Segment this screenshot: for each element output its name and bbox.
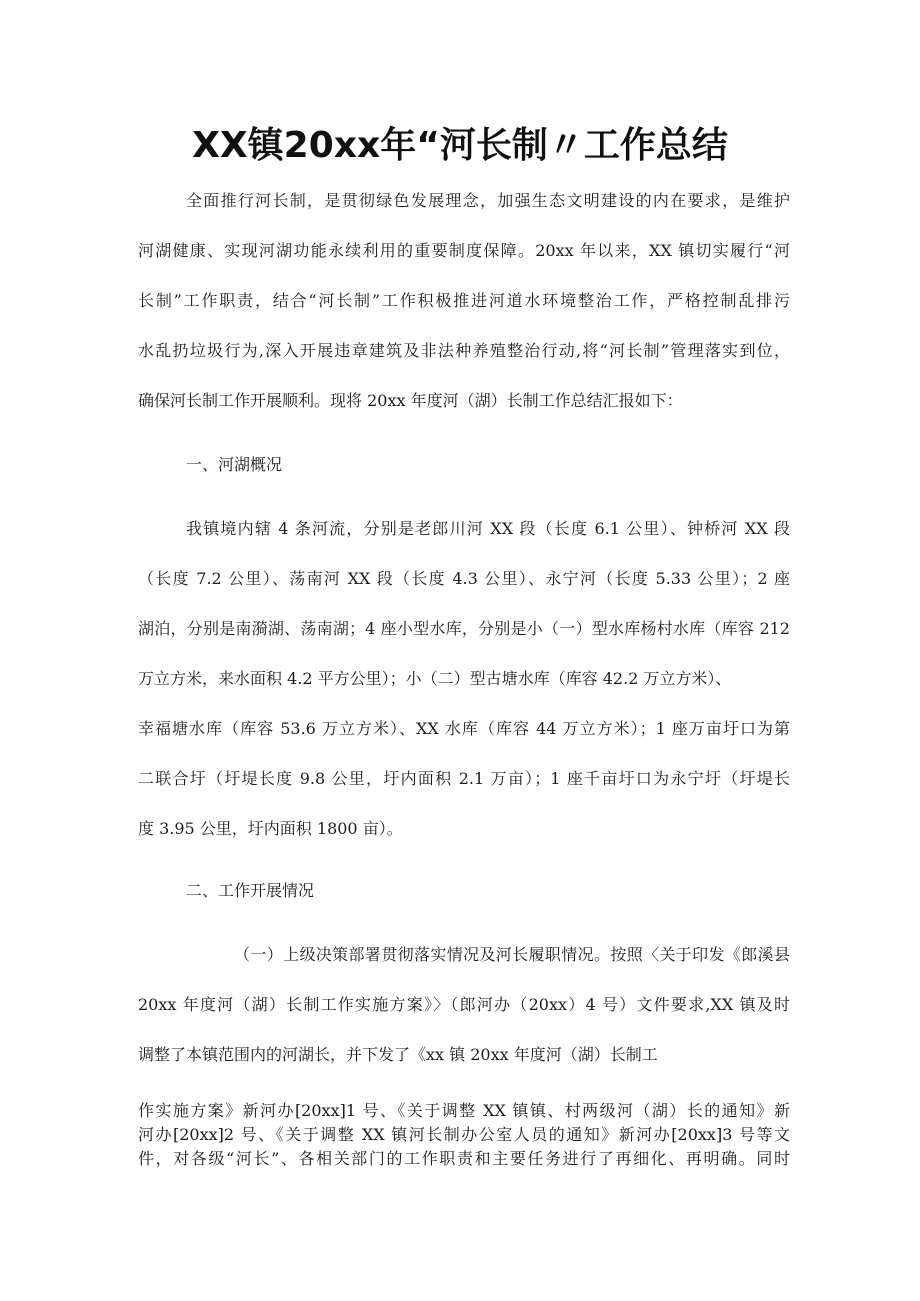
section-1-heading: 一、河湖概况 (186, 455, 283, 474)
intro-line-3: 长制”工作职责，结合“河长制”工作积极推进河道水环境整治工作，严格控制乱排污 (138, 291, 790, 310)
section-1-line-3: 湖泊，分别是南漪湖、荡南湖；4 座小型水库，分别是小（一）型水库杨村水库（库容 212 (138, 619, 790, 638)
section-1-line-1: 我镇境内辖 4 条河流，分别是老郎川河 XX 段（长度 6.1 公里）、钟桥河 XX 段 (186, 519, 790, 538)
continued-line-1: 作实施方案》新河办[20xx]1 号、《关于调整 XX 镇镇、村两级河（湖）长的通知》新 (138, 1101, 790, 1120)
section-1-line-4: 万立方米，来水面积 4.2 平方公里）；小（二）型古塘水库（库容 42.2 万立方米）、 (138, 669, 732, 688)
intro-line-1: 全面推行河长制，是贯彻绿色发展理念，加强生态文明建设的内在要求，是维护 (186, 191, 790, 210)
document-title: XX镇20xx年“河长制〃工作总结 (192, 125, 728, 166)
subsection-1-line-2: 20xx 年度河（湖）长制工作实施方案》〉（郎河办（20xx）4 号）文件要求,XX 镇及时 (138, 995, 790, 1014)
section-2-heading: 二、工作开展情况 (186, 881, 315, 900)
subsection-1-line-3: 调整了本镇范围内的河湖长，并下发了《xx 镇 20xx 年度河（湖）长制工 (138, 1045, 658, 1064)
subsection-1-line-1: （一）上级决策部署贯彻落实情况及河长履职情况。按照〈关于印发《郎溪县 (234, 945, 790, 964)
continued-line-3: 件，对各级“河长”、各相关部门的工作职责和主要任务进行了再细化、再明确。同时 (138, 1149, 790, 1168)
section-1-line-5: 幸福塘水库（库容 53.6 万立方米）、XX 水库（库容 44 万立方米）；1 座万亩圩口为第 (138, 719, 790, 738)
section-1-line-6: 二联合圩（圩堤长度 9.8 公里，圩内面积 2.1 万亩）；1 座千亩圩口为永宁圩（圩堤长 (138, 769, 790, 788)
continued-line-2: 河办[20xx]2 号、《关于调整 XX 镇河长制办公室人员的通知》新河办[20xx]3 号等文 (138, 1125, 790, 1144)
intro-line-2: 河湖健康、实现河湖功能永续利用的重要制度保障。20xx 年以来，XX 镇切实履行“河 (138, 241, 790, 260)
intro-line-5: 确保河长制工作开展顺利。现将 20xx 年度河（湖）长制工作总结汇报如下： (138, 391, 683, 410)
section-1-line-7: 度 3.95 公里，圩内面积 1800 亩）。 (138, 819, 403, 838)
intro-line-4: 水乱扔垃圾行为,深入开展违章建筑及非法种养殖整治行动,将“河长制”管理落实到位， (138, 341, 790, 360)
section-1-line-2: （长度 7.2 公里）、荡南河 XX 段（长度 4.3 公里）、永宁河（长度 5.33 公里）；2 座 (138, 569, 790, 588)
